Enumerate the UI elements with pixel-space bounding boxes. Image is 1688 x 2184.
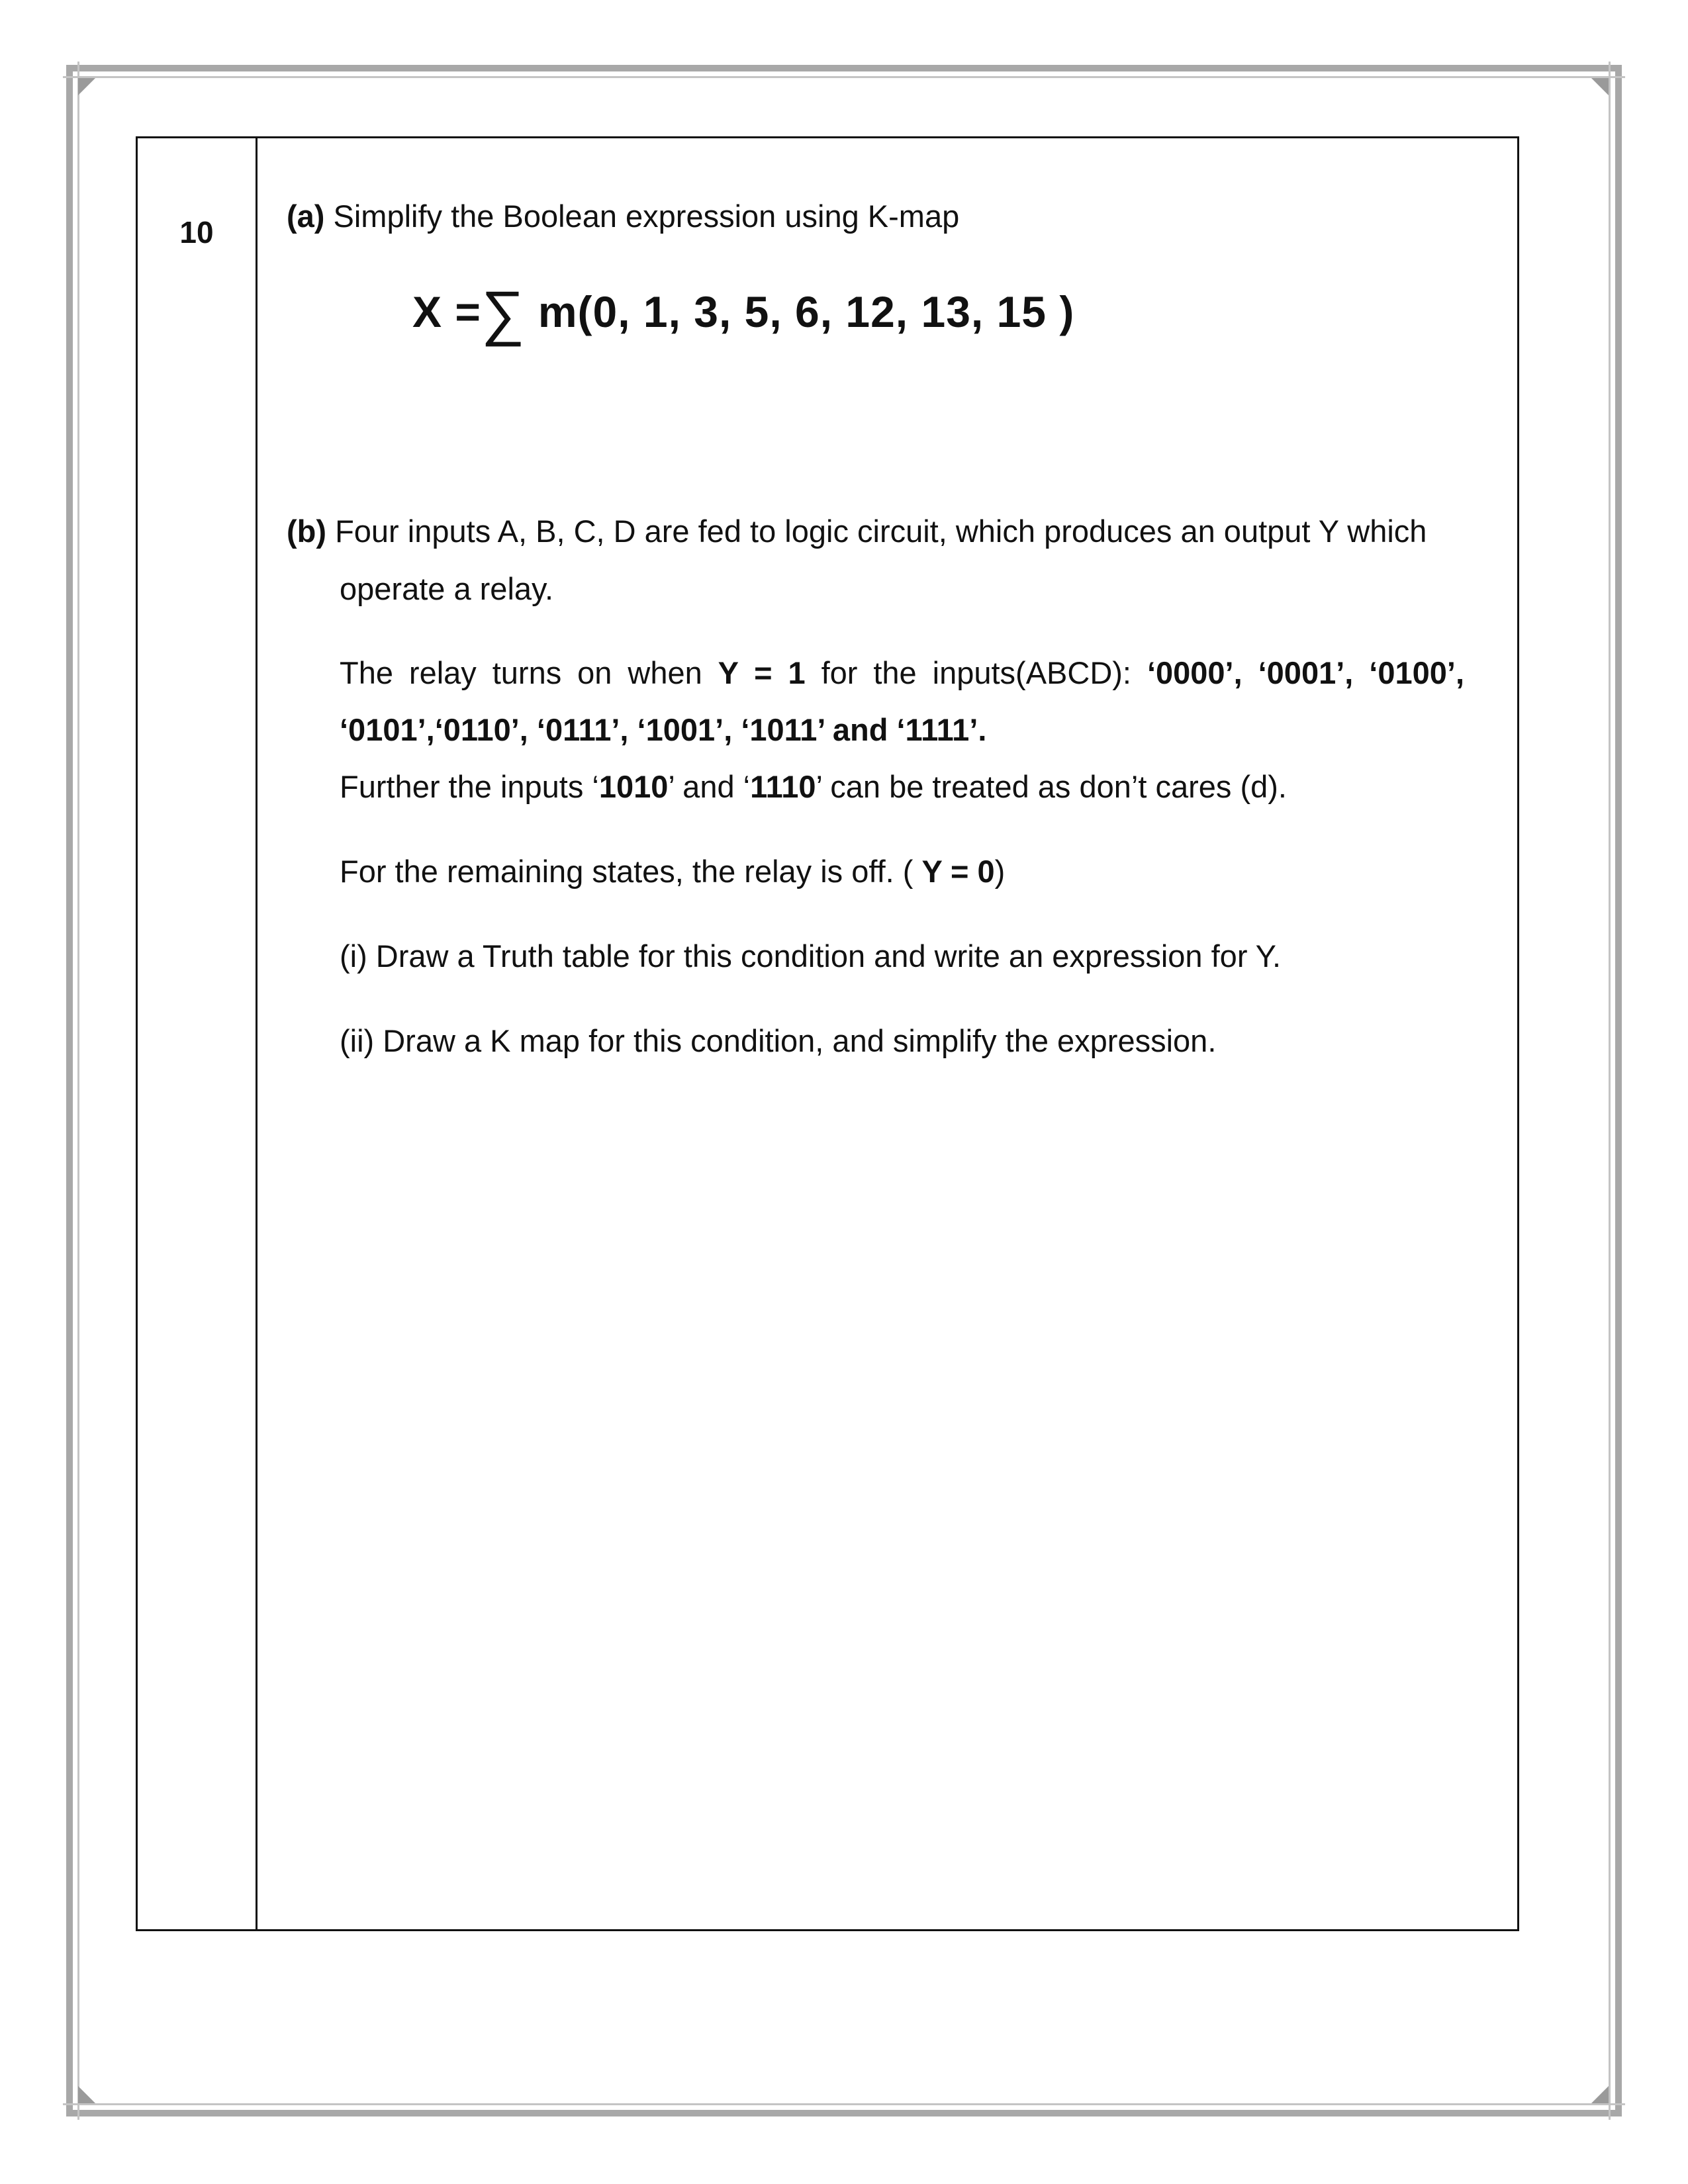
question-table — [136, 136, 1519, 1931]
dont-care-value-2: 1110 — [750, 769, 816, 804]
border-corner-ornament — [78, 2086, 95, 2103]
part-b-line-1-text: Four inputs A, B, C, D are fed to logic circuit, which produces an output Y which — [326, 514, 1427, 549]
relay-condition-line — [340, 655, 1464, 691]
border-corner-ornament — [78, 78, 95, 95]
relay-prefix: The relay turns on when — [340, 655, 718, 690]
page-border-inner-bottom — [63, 2103, 1625, 2105]
border-corner-ornament — [1591, 78, 1609, 95]
part-a-label: (a) — [287, 199, 325, 234]
part-a-formula — [412, 279, 1074, 348]
part-a-instruction — [287, 198, 1464, 234]
sub-question-ii: (ii) Draw a K map for this condition, and simplify the expression. — [340, 1023, 1217, 1058]
formula-rhs: m(0, 1, 3, 5, 6, 12, 13, 15 ) — [525, 287, 1075, 336]
relay-inputs-line-2 — [340, 711, 1464, 748]
border-corner-ornament — [1591, 2086, 1609, 2103]
page-border-bottom — [66, 2110, 1622, 2116]
off-condition: Y = 0 — [921, 854, 995, 889]
off-prefix: For the remaining states, the relay is off. ( — [340, 854, 922, 889]
off-suffix: ) — [994, 854, 1006, 889]
question-number: 10 — [179, 215, 214, 250]
dont-care-line — [340, 768, 1464, 805]
part-b-line-1 — [287, 513, 1464, 549]
page-border-right — [1615, 65, 1622, 2116]
page-border-top — [66, 65, 1622, 71]
dont-care-value-1: 1010 — [598, 769, 669, 804]
sigma-symbol: ∑ — [481, 279, 526, 347]
page-border-left — [66, 65, 73, 2116]
relay-mid: for the inputs(ABCD): — [805, 655, 1147, 690]
page-border-inner-top — [63, 76, 1625, 78]
relay-condition: Y = 1 — [718, 655, 806, 690]
column-divider — [256, 138, 258, 1929]
dont-care-mid: ’ and ‘ — [668, 769, 751, 804]
relay-off-line — [340, 853, 1464, 889]
part-a-text: Simplify the Boolean expression using K-map — [324, 199, 960, 234]
part-b-label: (b) — [287, 514, 327, 549]
dont-care-suffix: ’ can be treated as don’t cares (d). — [816, 769, 1287, 804]
relay-inputs-2: ‘0101’,‘0110’, ‘0111’, ‘1001’, ‘1011’ and ‘1111’. — [340, 712, 987, 747]
formula-lhs: X = — [412, 287, 481, 336]
page-border-inner-right — [1609, 62, 1611, 2120]
page-border-inner-left — [77, 62, 79, 2120]
dont-care-prefix: Further the inputs ‘ — [340, 769, 599, 804]
relay-inputs-1: ‘0000’, ‘0001’, ‘0100’, — [1147, 655, 1465, 690]
sub-question-i: (i) Draw a Truth table for this condition and write an expression for Y. — [340, 938, 1282, 974]
part-b-line-2: operate a relay. — [340, 571, 554, 606]
